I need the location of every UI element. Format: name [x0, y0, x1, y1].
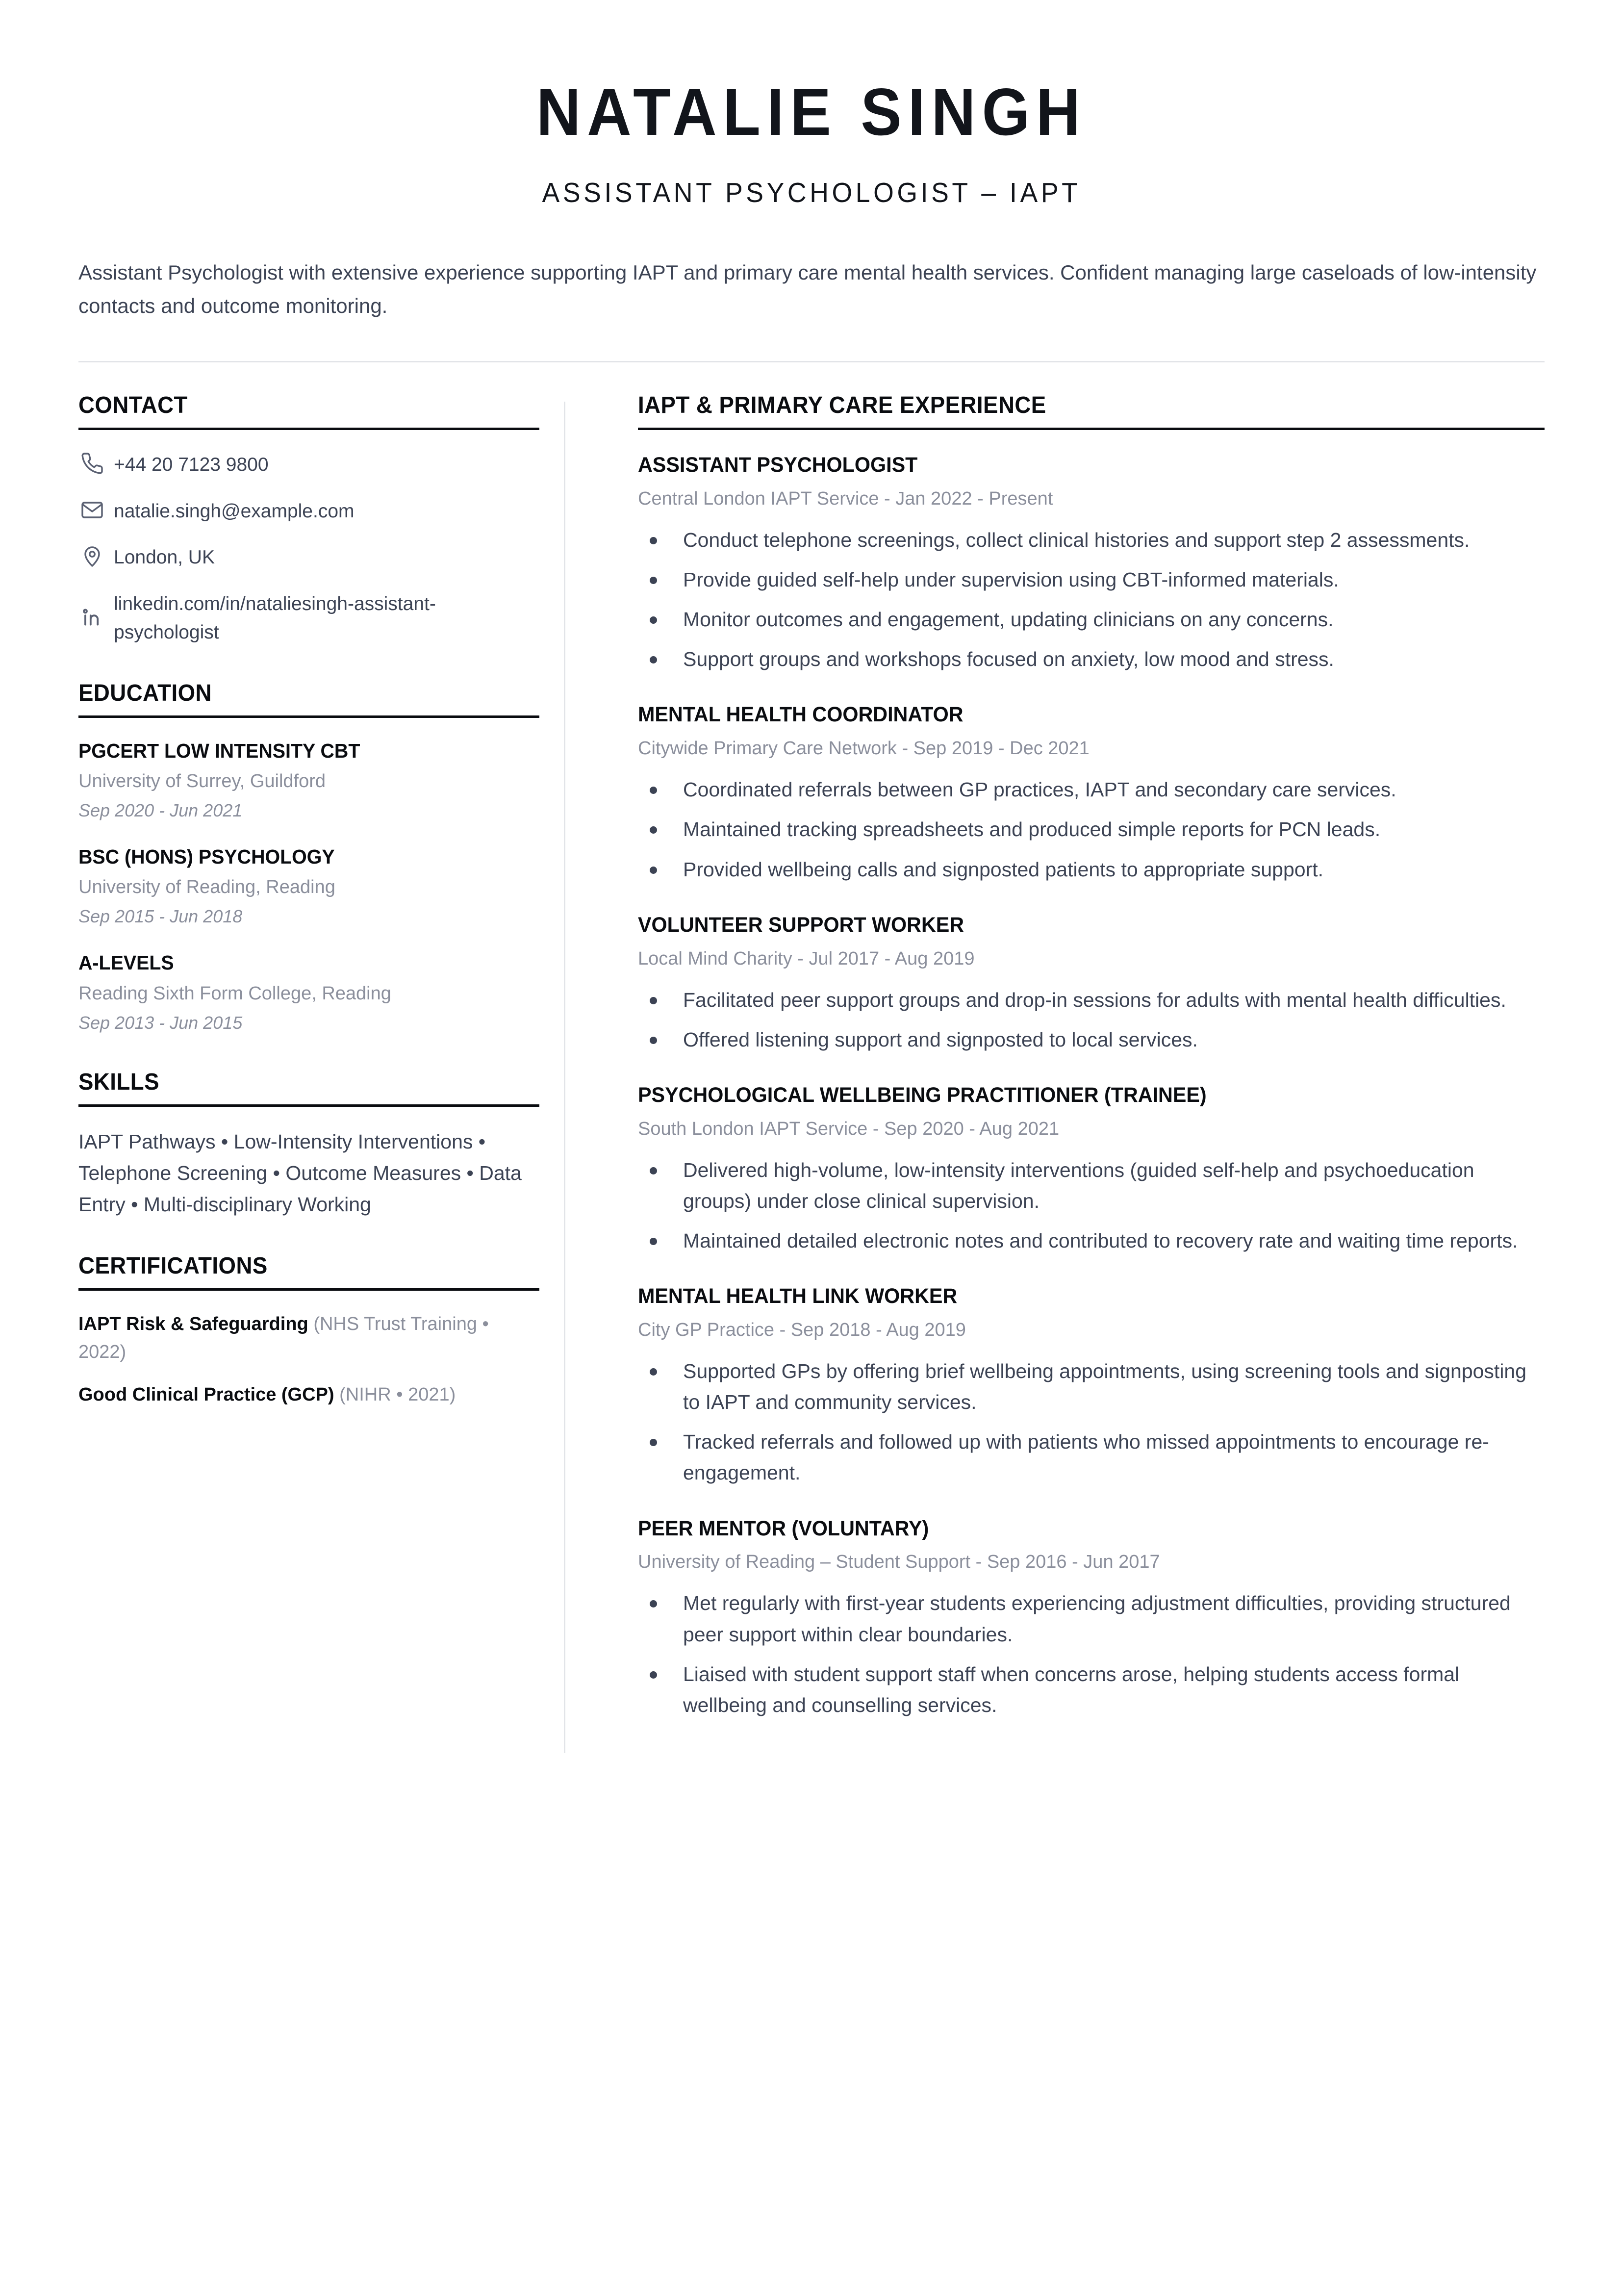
- education-section: [78, 680, 539, 1036]
- certification-entry: [78, 1381, 539, 1409]
- education-degree: PGCERT LOW INTENSITY CBT: [78, 739, 360, 762]
- contact-section-rule: [78, 428, 539, 430]
- experience-entry: [638, 452, 1545, 675]
- experience-entry: [638, 701, 1545, 885]
- skills-section: [78, 1069, 539, 1221]
- experience-meta: Local Mind Charity - Jul 2017 - Aug 2019: [638, 948, 975, 969]
- education-school: University of Reading, Reading: [78, 877, 335, 898]
- contact-location-value: London, UK: [114, 547, 215, 568]
- experience-entry: [638, 912, 1545, 1055]
- experience-bullet: Maintained tracking spreadsheets and produced simple reports for PCN leads.: [638, 814, 1545, 845]
- certification-name: Good Clinical Practice (GCP): [78, 1384, 334, 1405]
- contact-item-linkedin[interactable]: [78, 589, 539, 647]
- resume-header: [78, 0, 1545, 209]
- envelope-icon: [78, 496, 106, 524]
- experience-list: [638, 452, 1545, 1721]
- experience-entry: [638, 1515, 1545, 1721]
- experience-column: [565, 392, 1545, 1753]
- phone-icon: [78, 450, 106, 477]
- education-section-title: EDUCATION: [78, 680, 212, 706]
- location-pin-icon: [78, 542, 106, 570]
- experience-bullet: Provided wellbeing calls and signposted patients to appropriate support.: [638, 854, 1545, 885]
- education-degree: BSC (HONS) PSYCHOLOGY: [78, 845, 335, 868]
- experience-bullets: [638, 1155, 1545, 1256]
- experience-bullet: Offered listening support and signposted to local services.: [638, 1024, 1545, 1055]
- certification-meta: (NIHR • 2021): [339, 1384, 456, 1405]
- experience-section-title: IAPT & PRIMARY CARE EXPERIENCE: [638, 392, 1046, 419]
- certifications-section-title: CERTIFICATIONS: [78, 1253, 268, 1279]
- linkedin-icon: [78, 604, 106, 632]
- sidebar-column: [78, 392, 564, 1753]
- certification-meta: (NHS Trust Training • 2022): [78, 1314, 489, 1363]
- certifications-section: [78, 1252, 539, 1409]
- experience-role: ASSISTANT PSYCHOLOGIST: [638, 453, 918, 477]
- experience-section: [638, 392, 1545, 1721]
- education-entry: [78, 738, 539, 824]
- contact-item-email[interactable]: [78, 496, 539, 526]
- experience-bullet: Liaised with student support staff when concerns arose, helping students access formal wellbeing and counselling services.: [638, 1659, 1545, 1721]
- candidate-title: ASSISTANT PSYCHOLOGIST – IAPT: [542, 177, 1081, 208]
- content-columns: [78, 392, 1545, 1753]
- education-degree: A-LEVELS: [78, 951, 174, 974]
- experience-bullets: [638, 1588, 1545, 1721]
- candidate-name: NATALIE SINGH: [536, 75, 1087, 149]
- experience-role: MENTAL HEALTH COORDINATOR: [638, 703, 964, 727]
- experience-meta: University of Reading – Student Support - Sep 2016 - Jun 2017: [638, 1552, 1160, 1573]
- experience-bullet: Provide guided self-help under supervision using CBT-informed materials.: [638, 564, 1545, 595]
- experience-bullets: [638, 1356, 1545, 1489]
- contact-phone-value: +44 20 7123 9800: [114, 454, 269, 476]
- contact-list: [78, 450, 539, 647]
- experience-role: MENTAL HEALTH LINK WORKER: [638, 1284, 958, 1308]
- experience-role: PSYCHOLOGICAL WELLBEING PRACTITIONER (TRAINEE): [638, 1083, 1207, 1107]
- experience-role: PEER MENTOR (VOLUNTARY): [638, 1516, 929, 1540]
- experience-bullet: Conduct telephone screenings, collect clinical histories and support step 2 assessments.: [638, 525, 1545, 556]
- certifications-section-rule: [78, 1288, 539, 1291]
- contact-section: [78, 392, 539, 647]
- education-section-rule: [78, 715, 539, 718]
- experience-bullet: Maintained detailed electronic notes and contributed to recovery rate and waiting time reports.: [638, 1225, 1545, 1256]
- skills-section-title: SKILLS: [78, 1069, 159, 1095]
- education-dates: Sep 2015 - Jun 2018: [78, 906, 243, 927]
- experience-bullet: Delivered high-volume, low-intensity interventions (guided self-help and psychoeducation groups) under close clinical supervision.: [638, 1155, 1545, 1217]
- experience-bullet: Met regularly with first-year students experiencing adjustment difficulties, providing structured peer support within clear boundaries.: [638, 1588, 1545, 1650]
- contact-item-location[interactable]: [78, 542, 539, 572]
- header-divider: [78, 361, 1545, 362]
- experience-bullet: Supported GPs by offering brief wellbeing appointments, using screening tools and signposting to IAPT and community services.: [638, 1356, 1545, 1418]
- experience-role: VOLUNTEER SUPPORT WORKER: [638, 913, 964, 937]
- experience-entry: [638, 1283, 1545, 1488]
- experience-bullet: Support groups and workshops focused on anxiety, low mood and stress.: [638, 644, 1545, 675]
- experience-bullet: Coordinated referrals between GP practices, IAPT and secondary care services.: [638, 774, 1545, 805]
- contact-section-title: CONTACT: [78, 392, 188, 419]
- experience-bullet: Monitor outcomes and engagement, updating clinicians on any concerns.: [638, 604, 1545, 635]
- education-school: Reading Sixth Form College, Reading: [78, 983, 391, 1004]
- certifications-list: [78, 1310, 539, 1409]
- education-dates: Sep 2020 - Jun 2021: [78, 800, 243, 820]
- experience-bullet: Tracked referrals and followed up with patients who missed appointments to encourage re-engagement.: [638, 1427, 1545, 1488]
- professional-summary: Assistant Psychologist with extensive experience supporting IAPT and primary care mental health services. Confident managing large caseloads of low-intensity contacts and outcome monitoring.: [78, 261, 1537, 318]
- experience-entry: [638, 1082, 1545, 1256]
- experience-meta: Citywide Primary Care Network - Sep 2019 - Dec 2021: [638, 738, 1090, 759]
- education-dates: Sep 2013 - Jun 2015: [78, 1012, 243, 1033]
- contact-email-value: natalie.singh@example.com: [114, 500, 355, 522]
- education-school: University of Surrey, Guildford: [78, 770, 326, 791]
- contact-item-phone[interactable]: [78, 450, 539, 480]
- experience-meta: City GP Practice - Sep 2018 - Aug 2019: [638, 1320, 966, 1341]
- skills-list: IAPT Pathways • Low-Intensity Interventions • Telephone Screening • Outcome Measures • Data Entry • Multi-disciplinary Working: [78, 1130, 522, 1216]
- contact-linkedin-value: linkedin.com/in/nataliesingh-assistant-psychologist: [114, 593, 436, 643]
- experience-section-rule: [638, 428, 1545, 430]
- experience-meta: Central London IAPT Service - Jan 2022 - Present: [638, 488, 1053, 509]
- experience-bullets: [638, 774, 1545, 885]
- experience-bullet: Facilitated peer support groups and drop-in sessions for adults with mental health difficulties.: [638, 985, 1545, 1016]
- experience-meta: South London IAPT Service - Sep 2020 - Aug 2021: [638, 1118, 1060, 1139]
- experience-bullets: [638, 525, 1545, 675]
- education-entry: [78, 843, 539, 930]
- experience-bullets: [638, 985, 1545, 1055]
- skills-section-rule: [78, 1104, 539, 1107]
- certification-name: IAPT Risk & Safeguarding: [78, 1314, 308, 1335]
- certification-entry: [78, 1310, 539, 1366]
- education-entry: [78, 949, 539, 1036]
- education-list: [78, 738, 539, 1036]
